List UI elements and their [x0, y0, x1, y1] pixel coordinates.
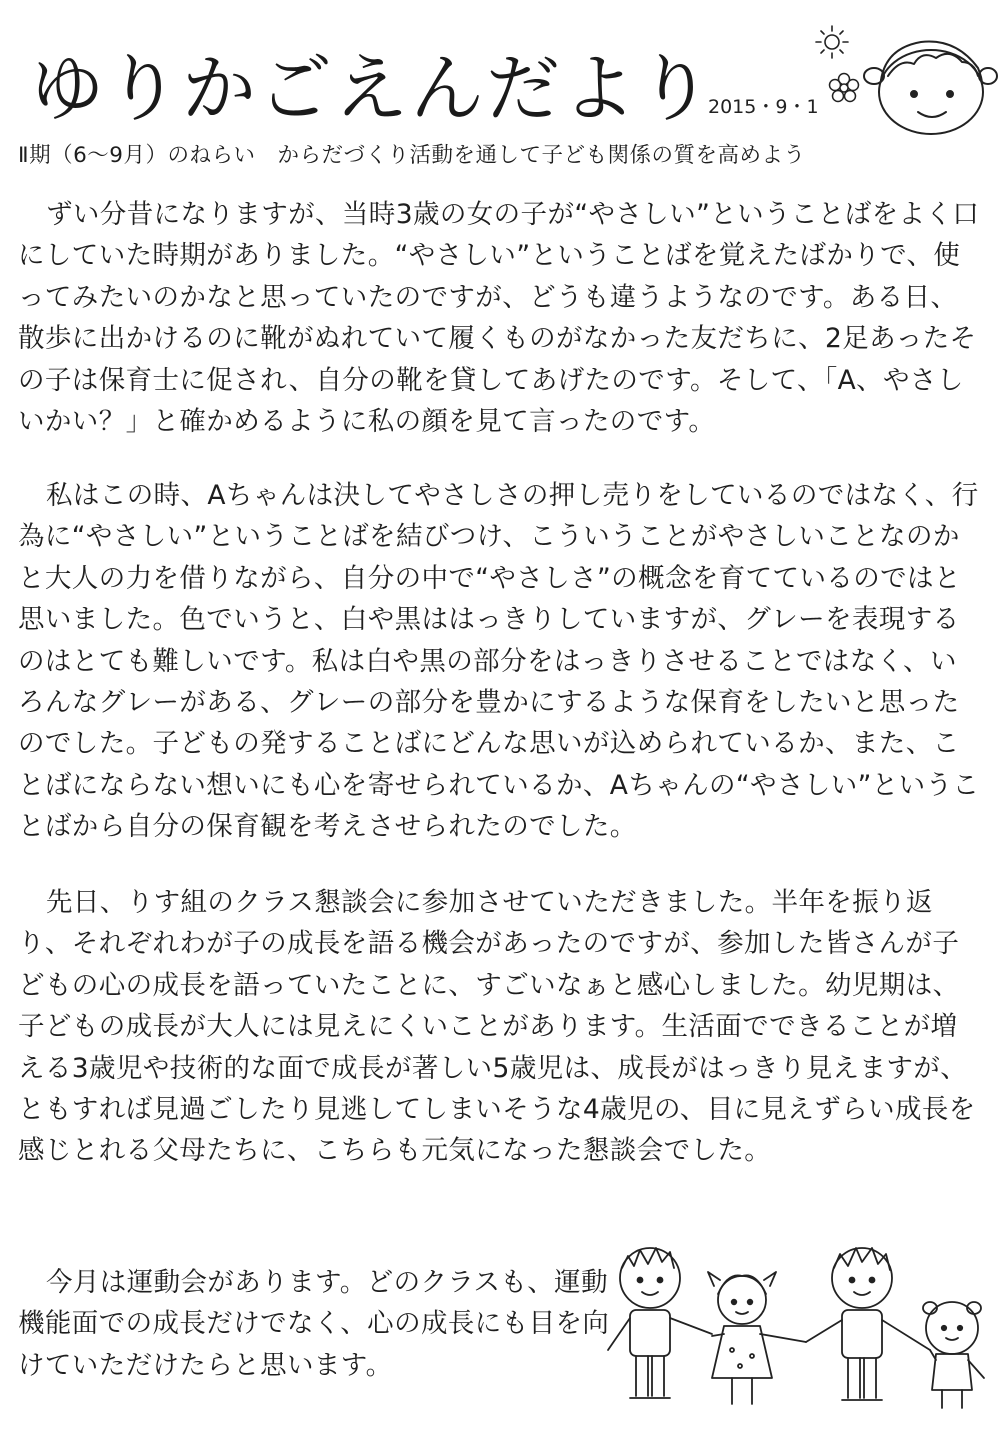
paragraph-2-text: 私はこの時、Aちゃんは決してやさしさの押し売りをしているのではなく、行為に“やさしい”ということばを結びつけ、こういうことがやさしいことなのかと大人の力を借りながら、自分の中で“やさしさ”の概念を育てているのではと思いました。色でいうと、白や黒ははっきりしていますが、グレーを表現するのはとても難しいです。私は白や黒の部分をはっきりさせることではなく、いろんなグレーがある、グレーの部分を豊かにするような保育をしたいと思ったのでした。子どもの発することばにどんな思いが込められているか、また、ことばにならない想いにも心を寄せられているか、Aちゃんの“やさしい”ということばから自分の保育観を考えさせられたのでした。	[18, 480, 980, 843]
paragraph-1-text: ずい分昔になりますが、当時3歳の女の子が“やさしい”ということばをよく口にしていた時期がありました。“やさしい”ということばを覚えたばかりで、使ってみたいのかなと思っていたのですが、どうも違うようなのです。ある日、散歩に出かけるのに靴がぬれていて履くものがなかった友だちに、2足あったその子は保育士に促され、自分の靴を貸してあげたのです。そして、「A、やさしいかい？」と確かめるように私の顔を見て言ったのです。	[18, 199, 980, 438]
term-goal: Ⅱ期（6～9月）のねらい からだづくり活動を通して子ども関係の質を高めよう	[18, 143, 806, 168]
sun-icon	[812, 22, 852, 62]
children-holding-hands-illustration	[600, 1238, 996, 1418]
paragraph-1	[18, 194, 980, 442]
paragraph-4	[18, 1262, 618, 1386]
paragraph-3-text: 先日、りす組のクラス懇談会に参加させていただきました。半年を振り返り、それぞれわが子の成長を語る機会があったのですが、参加した皆さんが子どもの心の成長を語っていたことに、すごいなぁと感心しました。幼児期は、子どもの成長が大人には見えにくいことがあります。生活面でできることが増える3歳児や技術的な面で成長が著しい5歳児は、成長がはっきり見えますが、ともすれば見過ごしたり見逃してしまいそうな4歳児の、目に見えずらい成長を感じとれる父母たちに、こちらも元気になった懇談会でした。	[18, 887, 976, 1167]
newsletter-title: ゆりかごえんだより	[30, 46, 714, 132]
paragraph-2	[18, 475, 980, 848]
paragraph-3	[18, 882, 980, 1172]
issue-date: 2015・9・1	[708, 96, 819, 118]
paragraph-4-text: 今月は運動会があります。どのクラスも、運動機能面での成長だけでなく、心の成長にも目を向けていただけたらと思います。	[18, 1267, 610, 1381]
girl-face-illustration	[866, 28, 996, 138]
flower-icon	[826, 70, 862, 106]
